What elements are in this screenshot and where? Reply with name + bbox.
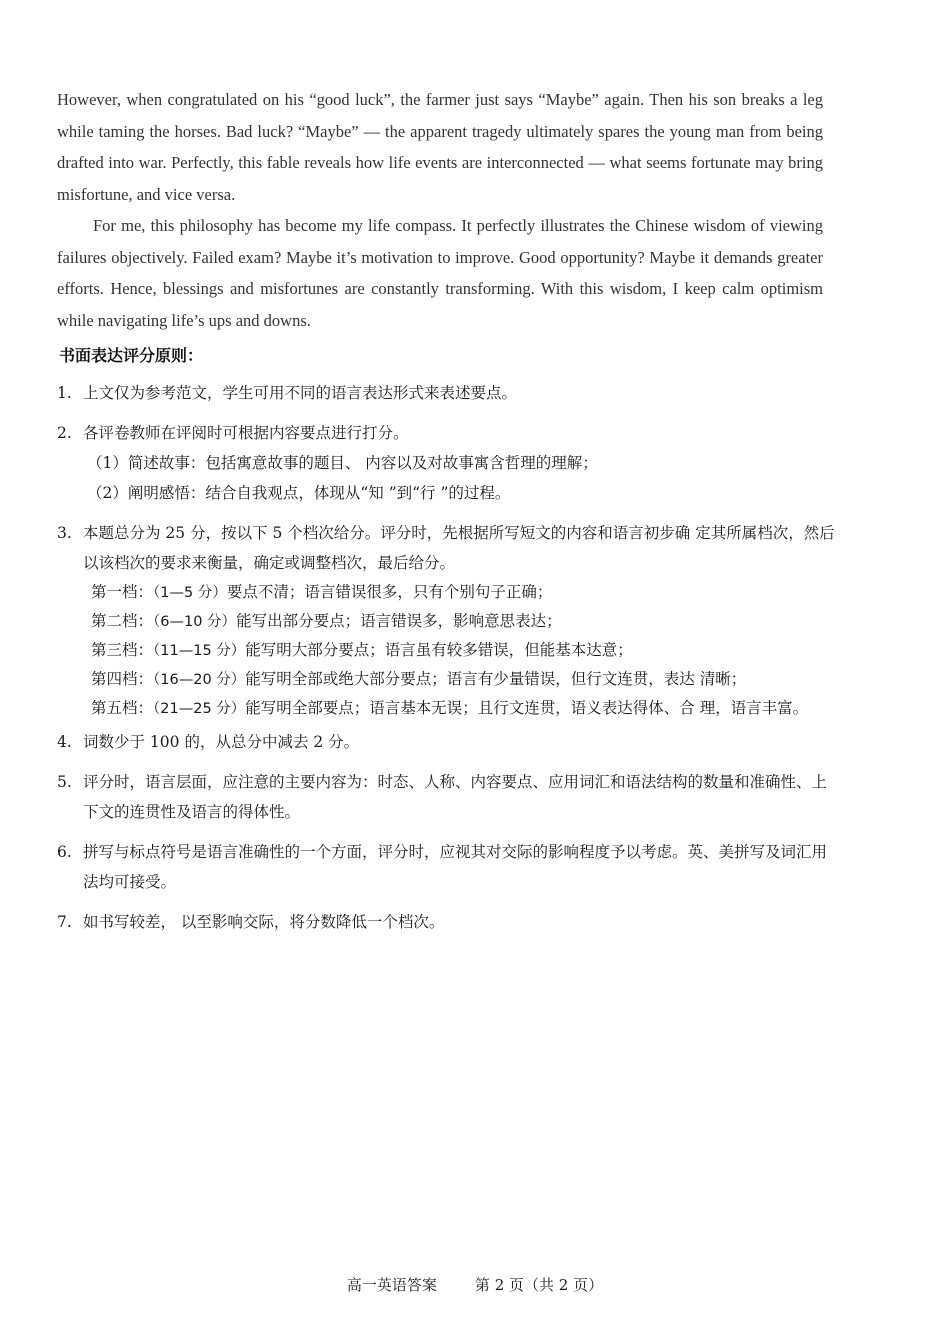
rule-1 bbox=[57, 378, 837, 408]
tier-name: 第一档： bbox=[91, 583, 154, 601]
tier-description: 能写明大部分要点；语言虽有较多错误，但能基本达意； bbox=[245, 641, 633, 659]
tier-name: 第五档： bbox=[91, 699, 154, 717]
section-title: 书面表达评分原则： bbox=[59, 346, 204, 365]
tier-score: （16—20 分） bbox=[153, 672, 246, 688]
tier-description: 能写明全部或绝大部分要点；语言有少量错误，但行文连贯，表达 清晰； bbox=[245, 670, 747, 688]
tier-name: 第四档： bbox=[91, 670, 154, 688]
tier-name: 第三档： bbox=[91, 641, 154, 659]
rule-2 bbox=[57, 418, 837, 508]
tier-description: 能写明全部要点；语言基本无误；且行文连贯，语义表达得体、合 理，语言丰富。 bbox=[245, 699, 809, 717]
rule-5 bbox=[57, 767, 837, 827]
page-footer bbox=[0, 1274, 950, 1295]
rule-3 bbox=[57, 518, 837, 723]
tier-description: 能写出部分要点；语言错误多，影响意思表达； bbox=[236, 612, 562, 630]
rule-7 bbox=[57, 907, 837, 937]
rule-6 bbox=[57, 837, 837, 897]
tier-score: （11—15 分） bbox=[153, 643, 246, 659]
tier-2 bbox=[83, 607, 837, 636]
tier-4 bbox=[83, 665, 837, 694]
rule-number: 1. bbox=[57, 384, 72, 402]
rule-number: 6. bbox=[57, 843, 72, 861]
tier-score: （1—5 分） bbox=[153, 585, 227, 601]
rule-number: 4. bbox=[57, 733, 72, 751]
tier-5 bbox=[83, 694, 837, 723]
rule-2-sub-2: （2）阐明感悟：结合自我观点，体现从“知 ”到“行 ”的过程。 bbox=[87, 484, 511, 502]
tier-1 bbox=[83, 578, 837, 607]
scoring-rules bbox=[57, 378, 837, 937]
rule-number: 2. bbox=[57, 424, 72, 442]
footer-doc-title: 高一英语答案 bbox=[346, 1276, 437, 1294]
rule-number: 5. bbox=[57, 773, 72, 791]
rule-text: 词数少于 100 的，从总分中减去 2 分。 bbox=[83, 733, 360, 751]
rule-text: 拼写与标点符号是语言准确性的一个方面，评分时，应视其对交际的影响程度予以考虑。英、美拼写及词汇用法均可接受。 bbox=[83, 843, 828, 891]
essay-paragraph-2: For me, this philosophy has become my life compass. It perfectly illustrates the Chinese wisdom of viewing failures objectively. Failed exam? Maybe it’s motivation to improve. Good opportunity? Maybe it demands greater efforts. Hence, blessings and misfortunes are constantly transforming. With this wisdom, I keep calm optimism while navigating life’s ups and downs. bbox=[57, 216, 823, 330]
rule-number: 7. bbox=[57, 913, 72, 931]
tier-3 bbox=[83, 636, 837, 665]
tier-name: 第二档： bbox=[91, 612, 154, 630]
rule-4 bbox=[57, 727, 837, 757]
rule-text: 各评卷教师在评阅时可根据内容要点进行打分。 bbox=[83, 424, 409, 442]
essay-paragraph-1: However, when congratulated on his “good luck”, the farmer just says “Maybe” again. Then his son breaks a leg while taming the horses. Bad luck? “Maybe” — the apparent tragedy ultimately spares the young man from being drafted into war. Perfectly, this fable reveals how life events are interconnected — what seems fortunate may bring misfortune, and vice versa. bbox=[57, 90, 823, 204]
rule-text: 本题总分为 25 分，按以下 5 个档次给分。评分时，先根据所写短文的内容和语言初步确 定其所属档次，然后以该档次的要求来衡量，确定或调整档次，最后给分。 bbox=[83, 524, 835, 572]
tier-score: （6—10 分） bbox=[153, 614, 237, 630]
rule-text: 上文仅为参考范文，学生可用不同的语言表达形式来表述要点。 bbox=[83, 384, 518, 402]
tier-score: （21—25 分） bbox=[153, 701, 246, 717]
rule-number: 3. bbox=[57, 524, 72, 542]
rule-text: 如书写较差， 以至影响交际，将分数降低一个档次。 bbox=[83, 913, 445, 931]
footer-page-info: 第 2 页（共 2 页） bbox=[474, 1276, 604, 1294]
rule-text: 评分时，语言层面，应注意的主要内容为：时态、人称、内容要点、应用词汇和语法结构的数量和准确性、上下文的连贯性及语言的得体性。 bbox=[83, 773, 828, 821]
rule-2-sub-1: （1）简述故事：包括寓意故事的题目、 内容以及对故事寓含哲理的理解； bbox=[87, 454, 598, 472]
tier-description: 要点不清；语言错误很多，只有个别句子正确； bbox=[226, 583, 553, 601]
model-essay bbox=[57, 84, 823, 336]
